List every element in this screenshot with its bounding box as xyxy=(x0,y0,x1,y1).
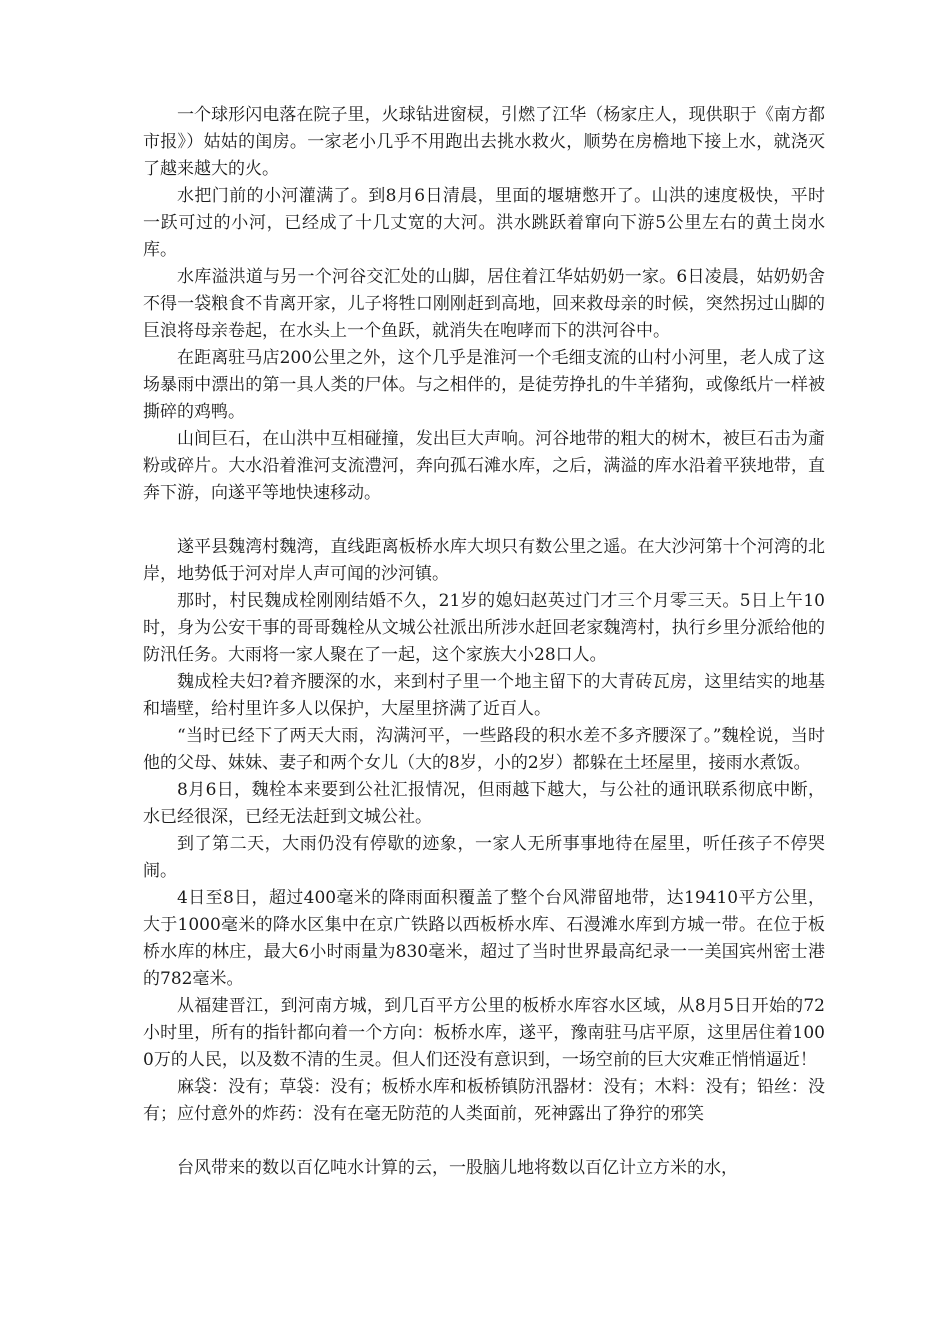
paragraph: 遂平县魏湾村魏湾，直线距离板桥水库大坝只有数公里之遥。在大沙河第十个河湾的北岸，地势低于河对岸人声可闻的沙河镇。 xyxy=(143,537,825,584)
paragraph: 台风带来的数以百亿吨水计算的云，一股脑儿地将数以百亿计立方米的水， xyxy=(177,1158,738,1178)
paragraph: 水把门前的小河灌满了。到8月6日清晨，里面的堰塘憋开了。山洪的速度极快，平时一跃可过的小河，已经成了十几丈宽的大河。洪水跳跃着窜向下游5公里左右的黄土岗水库。 xyxy=(143,186,825,260)
paragraph: 4日至8日，超过400毫米的降雨面积覆盖了整个台风滞留地带，达19410平方公里，大于1000毫米的降水区集中在京广铁路以西板桥水库、石漫滩水库到方城一带。在位于板桥水库的林庄，最大6小时雨量为830毫米，超过了当时世界最高纪录一一美国宾州密士港的782毫米。 xyxy=(143,888,825,989)
article-body xyxy=(143,102,825,1182)
paragraph: 从福建晋江，到河南方城，到几百平方公里的板桥水库容水区域，从8月5日开始的72小时里，所有的指针都向着一个方向：板桥水库，遂平，豫南驻马店平原，这里居住着1000万的人民，以及数不清的生灵。但人们还没有意识到，一场空前的巨大灾难正悄悄逼近！ xyxy=(143,996,825,1070)
paragraph: 水库溢洪道与另一个河谷交汇处的山脚，居住着江华姑奶奶一家。6日凌晨，姑奶奶舍不得一袋粮食不肯离开家，儿子将牲口刚刚赶到高地，回来救母亲的时候，突然拐过山脚的巨浪将母亲卷起，在水头上一个鱼跃，就消失在咆哮而下的洪河谷中。 xyxy=(143,267,825,341)
paragraph: “当时已经下了两天大雨，沟满河平，一些路段的积水差不多齐腰深了。”魏栓说，当时他的父母、妹妹、妻子和两个女儿（大的8岁，小的2岁）都躲在土坯屋里，接雨水煮饭。 xyxy=(143,726,825,773)
paragraph: 到了第二天，大雨仍没有停歇的迹象，一家人无所事事地待在屋里，听任孩子不停哭闹。 xyxy=(143,834,825,881)
paragraph: 8月6日，魏栓本来要到公社汇报情况，但雨越下越大，与公社的通讯联系彻底中断，水已经很深，已经无法赶到文城公社。 xyxy=(143,780,825,827)
paragraph: 那时，村民魏成栓刚刚结婚不久，21岁的媳妇赵英过门才三个月零三天。5日上午10时，身为公安干事的哥哥魏栓从文城公社派出所涉水赶回老家魏湾村，执行乡里分派给他的防汛任务。大雨将一家人聚在了一起，这个家族大小28口人。 xyxy=(143,591,825,665)
paragraph: 麻袋：没有；草袋：没有；板桥水库和板桥镇防汛器材：没有；木料：没有；铅丝：没有；应付意外的炸药：没有在毫无防范的人类面前，死神露出了狰狞的邪笑 xyxy=(143,1077,825,1124)
paragraph: 在距离驻马店200公里之外，这个几乎是淮河一个毛细支流的山村小河里，老人成了这场暴雨中漂出的第一具人类的尸体。与之相伴的，是徒劳挣扎的牛羊猪狗，或像纸片一样被撕碎的鸡鸭。 xyxy=(143,348,825,422)
paragraph: 魏成栓夫妇?着齐腰深的水，来到村子里一个地主留下的大青砖瓦房，这里结实的地基和墙壁，给村里许多人以保护，大屋里挤满了近百人。 xyxy=(143,672,825,719)
paragraph: 一个球形闪电落在院子里，火球钻进窗棂，引燃了江华（杨家庄人，现供职于《南方都市报》）姑姑的闺房。一家老小几乎不用跑出去挑水救火，顺势在房檐地下接上水，就浇灭了越来越大的火。 xyxy=(143,105,825,179)
paragraph: 山间巨石，在山洪中互相碰撞，发出巨大声响。河谷地带的粗大的树木，被巨石击为齑粉或碎片。大水沿着淮河支流澧河，奔向孤石滩水库，之后，满溢的库水沿着平狭地带，直奔下游，向遂平等地快速移动。 xyxy=(143,429,825,503)
